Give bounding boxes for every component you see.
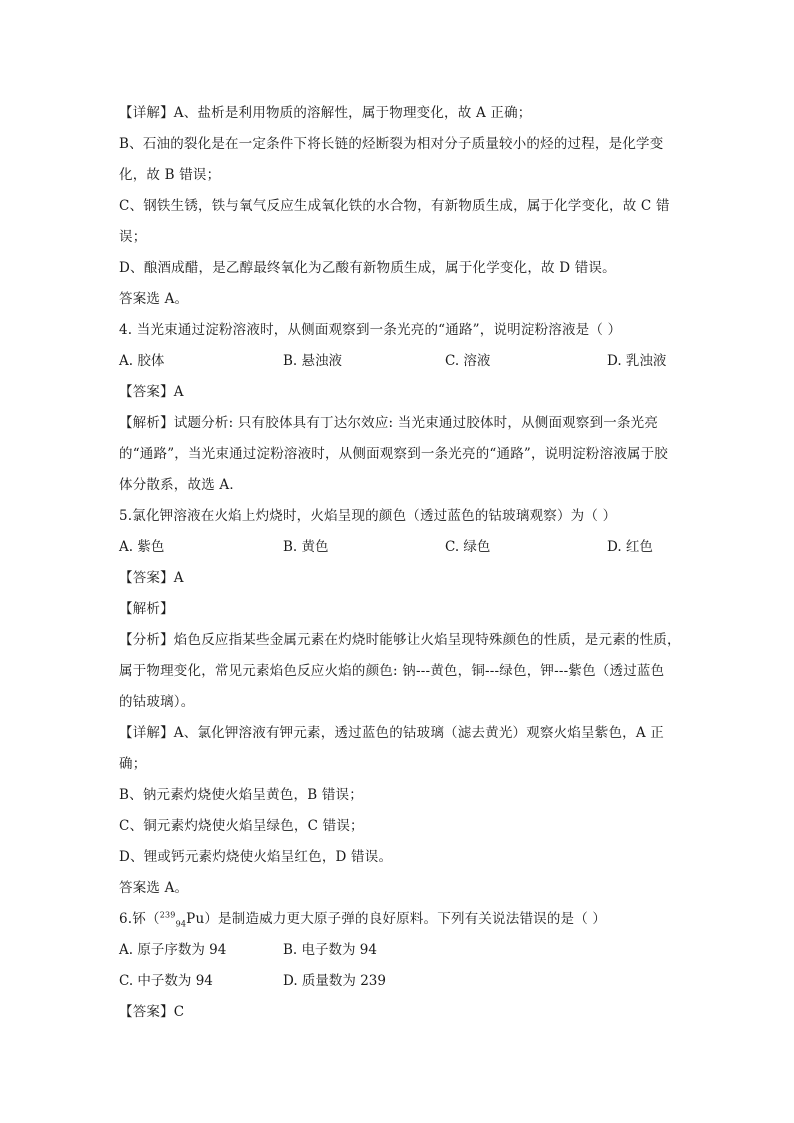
question-4: 4. 当光束通过淀粉溶液时，从侧面观察到一条光亮的“通路”，说明淀粉溶液是（ ）: [119, 322, 622, 338]
text-line: D、酿酒成醋，是乙醇最终氧化为乙酸有新物质生成，属于化学变化，故 D 错误。: [119, 260, 616, 276]
text-line: 【分析】焰色反应指某些金属元素在灼烧时能够让火焰呈现特殊颜色的性质，是元素的性质，: [119, 632, 681, 648]
text-line: 的“通路”，当光束通过淀粉溶液时，从侧面观察到一条光亮的“通路”，说明淀粉溶液属于胶: [119, 446, 669, 462]
text-line: D、锂或钙元素灼烧使火焰呈红色，D 错误。: [119, 849, 393, 865]
question-5: 5.氯化钾溶液在火焰上灼烧时，火焰呈现的颜色（透过蓝色的钴玻璃观察）为（ ）: [119, 508, 617, 524]
text-line: 【解析】试题分析: 只有胶体具有丁达尔效应: 当光束通过胶体时，从侧面观察到一条光亮: [119, 415, 659, 431]
option-b: B. 悬浊液: [283, 353, 343, 369]
question-6: 6.钚（$^{239}_{94}$Pu）是制造威力更大原子弹的良好原料。下列有关说法错误的是（ ）: [119, 910, 607, 929]
text-line: 答案选 A。: [119, 291, 189, 307]
isotope-notation: $^{239}_{94}$Pu: [159, 910, 205, 929]
text-line: B、石油的裂化是在一定条件下将长链的烃断裂为相对分子质量较小的烃的过程，是化学变: [119, 136, 664, 152]
answer: 【答案】A: [119, 384, 184, 400]
text-line: 【详解】A、氯化钾溶液有钾元素，透过蓝色的钴玻璃（滤去黄光）观察火焰呈紫色，A 正: [119, 725, 664, 741]
text-line: 答案选 A。: [119, 880, 189, 896]
text-line: 体分散系，故选 A．: [119, 477, 244, 493]
text-line: C、铜元素灼烧使火焰呈绿色，C 错误；: [119, 818, 364, 834]
text-line: 化，故 B 错误；: [119, 167, 221, 183]
option-d: D. 红色: [607, 539, 653, 555]
option-a: A. 原子序数为 94: [119, 942, 227, 958]
text-line: C、钢铁生锈，铁与氧气反应生成氧化铁的水合物，有新物质生成，属于化学变化，故 C 错: [119, 198, 670, 214]
text-line: 确；: [119, 756, 147, 772]
option-d: D. 质量数为 239: [283, 973, 386, 989]
option-a: A. 紫色: [119, 539, 165, 555]
option-b: B. 黄色: [283, 539, 329, 555]
text-line: 属于物理变化，常见元素焰色反应火焰的颜色: 钠---黄色，铜---绿色，钾---紫色（透过蓝色: [119, 663, 665, 679]
option-c: C. 绿色: [445, 539, 491, 555]
option-c: C. 溶液: [445, 353, 491, 369]
text-line: 【详解】A、盐析是利用物质的溶解性，属于物理变化，故 A 正确；: [119, 105, 532, 121]
option-d: D. 乳浊液: [607, 353, 667, 369]
text-line: B、钠元素灼烧使火焰呈黄色，B 错误；: [119, 787, 363, 803]
text-line: 误；: [119, 229, 147, 245]
option-b: B. 电子数为 94: [283, 942, 377, 958]
option-c: C. 中子数为 94: [119, 973, 213, 989]
option-a: A. 胶体: [119, 353, 165, 369]
answer: 【答案】C: [119, 1004, 185, 1020]
answer: 【答案】A: [119, 570, 184, 586]
section-heading: 【解析】: [119, 601, 174, 617]
text-line: 的钴玻璃）。: [119, 694, 195, 710]
